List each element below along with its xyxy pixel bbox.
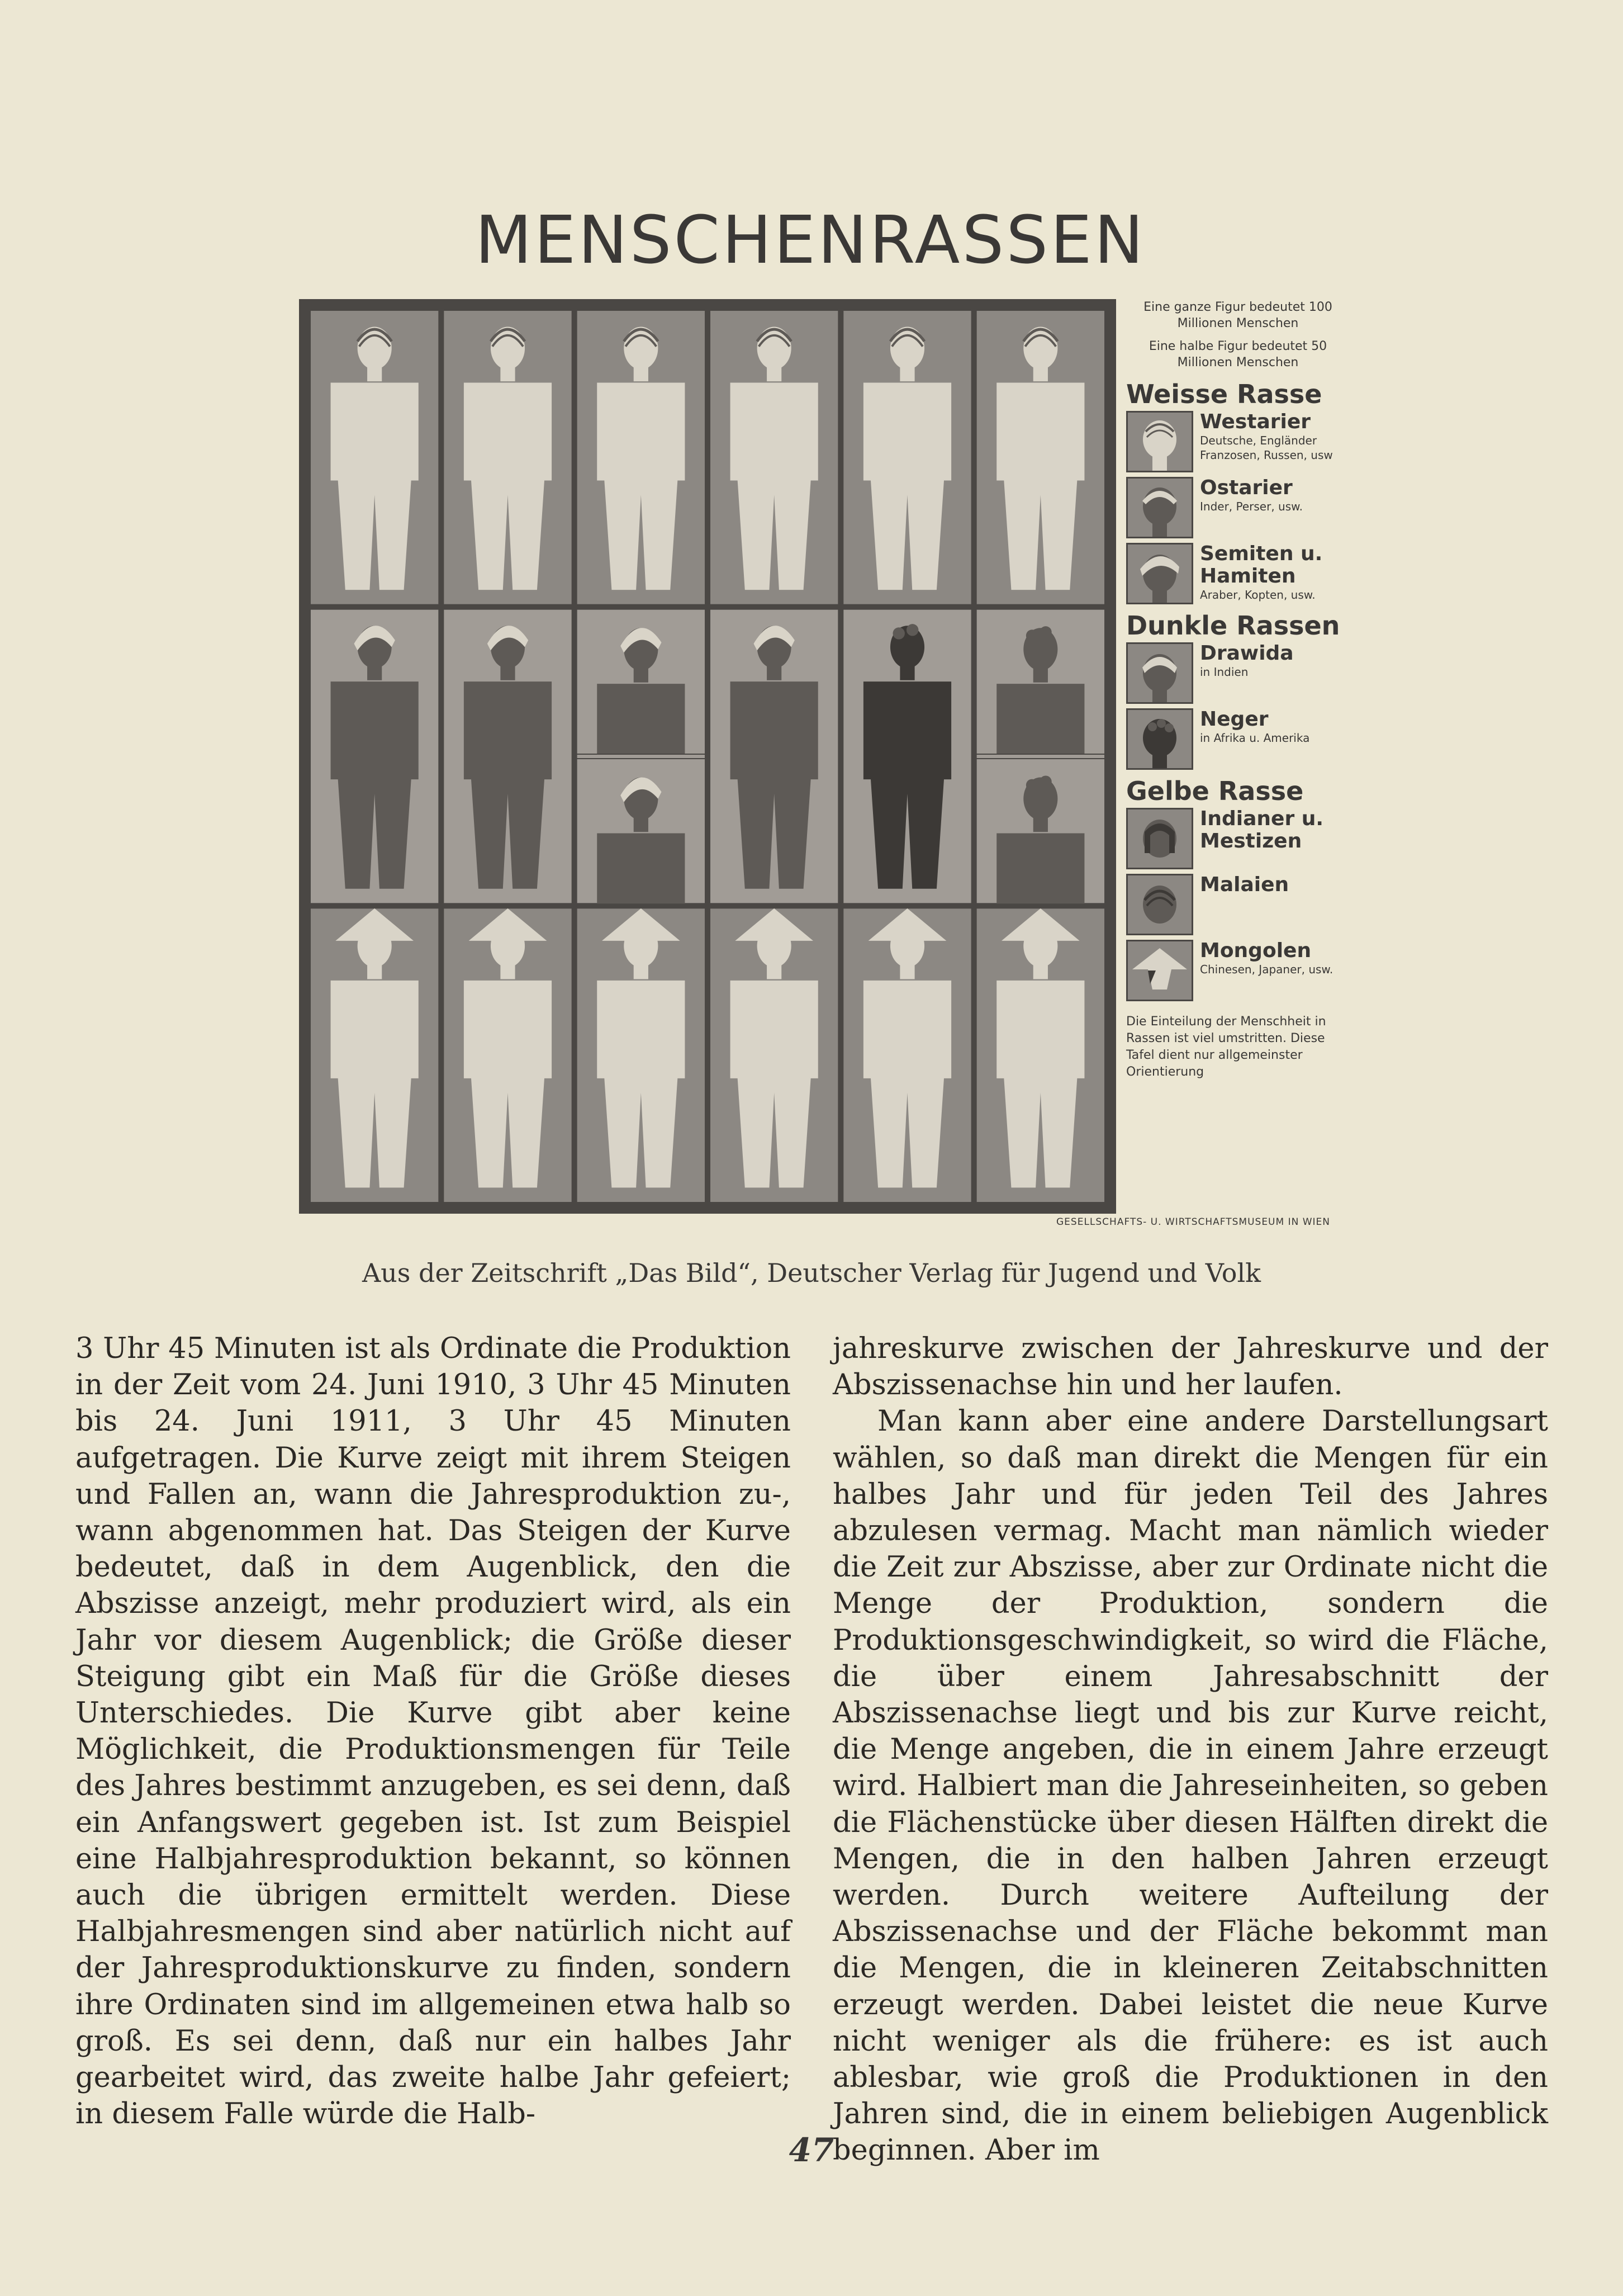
neger-head-icon	[1126, 708, 1193, 770]
legend-item-westarier	[1126, 411, 1350, 474]
legend-item-name: Malaien	[1200, 873, 1289, 896]
legend-item-name: Neger	[1200, 708, 1269, 731]
figure-westarier	[310, 310, 439, 605]
legend-item-mongolen	[1126, 940, 1350, 1002]
legend-item-sub: in Indien	[1200, 665, 1249, 679]
legend-item-sub: Inder, Perser, usw.	[1200, 500, 1303, 513]
legend-item-drawida	[1126, 642, 1350, 705]
figure-dunkle	[310, 609, 439, 904]
semiten-head-icon	[1126, 543, 1193, 604]
legend-note-whole: Eine ganze Figur bedeutet 100 Millionen Menschen	[1143, 300, 1332, 330]
drawida-head-icon	[1126, 642, 1193, 704]
indianer-head-icon	[1126, 808, 1193, 869]
ostarier-head-icon	[1126, 477, 1193, 538]
paragraph: jahreskurve zwischen der Jahreskurve und der Abszissenachse hin und her laufen.	[833, 1332, 1548, 1402]
row-weisse-rasse	[310, 310, 1105, 605]
text-column-right	[833, 1331, 1548, 2169]
westarier-head-icon	[1126, 411, 1193, 472]
legend-item-name: Semiten u. Hamiten	[1200, 542, 1323, 588]
figure-westarier	[443, 310, 572, 605]
legend-item-sub: Araber, Kopten, usw.	[1200, 588, 1316, 602]
legend-item-sub: Chinesen, Japaner, usw.	[1200, 963, 1333, 976]
legend-footnote: Die Einteilung der Menschheit in Rassen ist viel umstritten. Diese Tafel dient nur allgemeinster Orientierung	[1126, 1015, 1326, 1079]
legend-item-indianer	[1126, 808, 1350, 870]
isotype-figure-grid	[308, 308, 1107, 1205]
figure-dunkle	[443, 609, 572, 904]
figure-westarier	[710, 310, 838, 605]
legend-item-name: Drawida	[1200, 642, 1294, 665]
legend-item-sub: in Afrika u. Amerika	[1200, 731, 1310, 745]
figure-mongolen	[310, 908, 439, 1203]
legend-group-gelbe: Gelbe Rasse	[1126, 776, 1304, 806]
row-gelbe-rasse	[310, 908, 1105, 1203]
legend-item-name: Westarier	[1200, 410, 1311, 433]
paragraph: 3 Uhr 45 Minuten ist als Ordinate die Produktion in der Zeit vom 24. Juni 1910, 3 Uhr 45 Minuten bis 24. Juni 1911, 3 Uhr 45 Minuten aufgetragen. Die Kurve zeigt mit ihrem Steigen und Fallen an, wann die Jahresproduktion zu-, wann abgenommen hat. Das Steigen der Kurve bedeutet, daß in dem Augenblick, den die Abszisse anzeigt, mehr produziert wird, als ein Jahr vor diesem Augenblick; die Größe dieser Steigung gibt ein Maß für die Größe dieses Unterschiedes. Die Kurve gibt aber keine Möglichkeit, die Produktionsmengen für Teile des Jahres bestimmt anzugeben, es sei denn, daß ein Anfangswert gegeben ist. Ist zum Beispiel eine Halbjahresproduktion bekannt, so können auch die übrigen ermittelt werden. Diese Halbjahresmengen sind aber natürlich nicht auf der Jahresproduktionskurve zu finden, sondern ihre Ordinaten sind im allgemeinen etwa halb so groß. Es sei denn, daß nur ein halbes Jahr gearbeitet wird, das zweite halbe Jahr gefeiert; in diesem Falle würde die Halb-	[75, 1332, 791, 2131]
legend-item-sub: Deutsche, Engländer Franzosen, Russen, usw	[1200, 434, 1333, 462]
page-number: 47	[789, 2131, 834, 2169]
figure-dunkle	[710, 609, 838, 904]
legend-group-dunkle: Dunkle Rassen	[1126, 610, 1340, 641]
figure-dunkle	[843, 609, 971, 904]
figure-mongolen	[710, 908, 838, 1203]
chart-credit: GESELLSCHAFTS- U. WIRTSCHAFTSMUSEUM IN WIEN	[1056, 1216, 1330, 1228]
figure-mongolen	[976, 908, 1105, 1203]
chart-title: MENSCHENRASSEN	[474, 201, 1146, 278]
figure-mongolen	[443, 908, 572, 1203]
figure-westarier	[577, 310, 705, 605]
legend-item-name: Indianer u. Mestizen	[1200, 807, 1324, 853]
paragraph: Man kann aber eine andere Darstellungsart wählen, so daß man direkt die Mengen für ein halbes Jahr und für jeden Teil des Jahres abzulesen vermag. Macht man nämlich wieder die Zeit zur Abszisse, aber zur Ordinate nicht die Menge der Produktion, sondern die Produktionsgeschwindigkeit, so wird die Fläche, die über einem Jahresabschnitt der Abszissenachse liegt und bis zur Kurve reicht, die Menge angeben, die in einem Jahre erzeugt wird. Halbiert man die Jahreseinheiten, so geben die Flächenstücke über diesen Hälften direkt die Mengen, die in den halben Jahren erzeugt werden. Durch weitere Aufteilung der Abszissenachse und der Fläche bekommt man die Mengen, die in kleineren Zeitabschnitten erzeugt werden. Dabei leistet die neue Kurve nicht weniger als die frühere: es ist auch ablesbar, wie groß die Produktionen in den Jahren sind, die in einem beliebigen Augenblick beginnen. Aber im	[833, 1405, 1548, 2167]
legend-item-semiten	[1126, 543, 1350, 605]
figure-mongolen	[577, 908, 705, 1203]
legend-item-neger	[1126, 708, 1350, 771]
figure-mongolen	[843, 908, 971, 1203]
figure-westarier	[976, 310, 1105, 605]
legend-item-name: Ostarier	[1200, 476, 1293, 499]
figure-westarier	[843, 310, 971, 605]
legend-item-ostarier	[1126, 477, 1350, 539]
text-column-left	[75, 1331, 791, 2132]
malaien-head-icon	[1126, 874, 1193, 935]
legend-note-half: Eine halbe Figur bedeutet 50 Millionen Menschen	[1149, 339, 1327, 370]
chart-legend	[1126, 299, 1350, 1216]
legend-item-malaien	[1126, 874, 1350, 936]
legend-group-weisse: Weisse Rasse	[1126, 379, 1322, 409]
legend-item-name: Mongolen	[1200, 939, 1312, 962]
isotype-chart	[299, 299, 1116, 1214]
mongolen-head-icon	[1126, 940, 1193, 1001]
figure-caption: Aus der Zeitschrift „Das Bild“, Deutscher Verlag für Jugend und Volk	[362, 1258, 1261, 1288]
